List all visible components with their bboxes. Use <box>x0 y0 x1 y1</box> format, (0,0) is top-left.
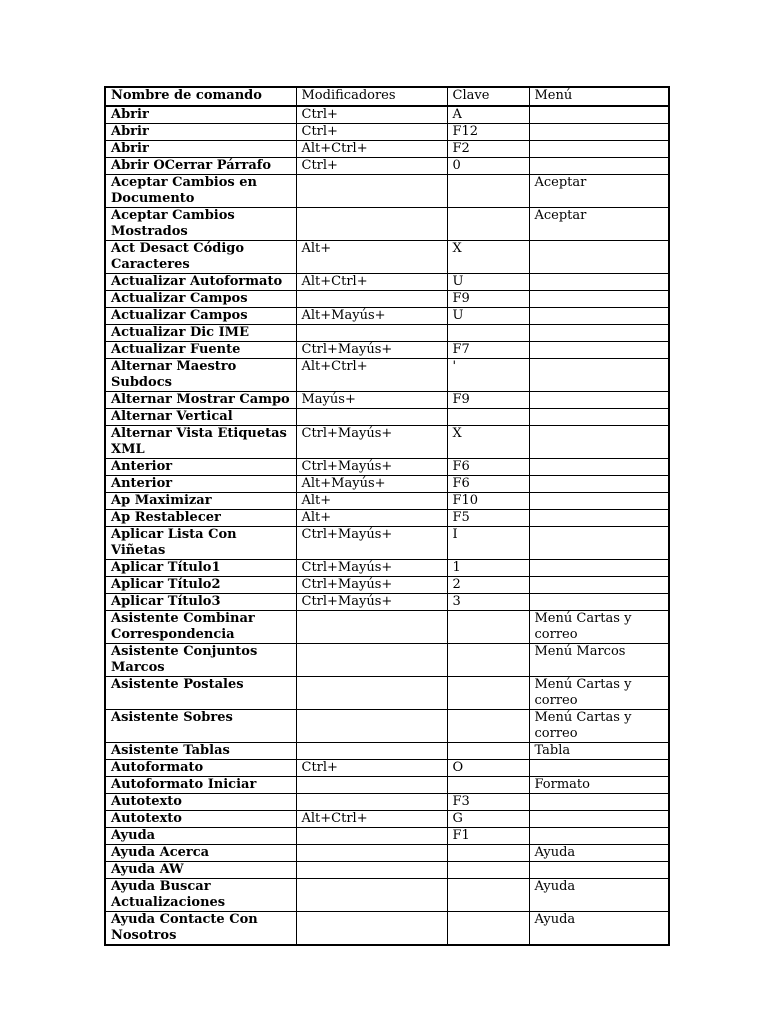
cell-menu <box>529 510 669 527</box>
table-row <box>105 760 669 777</box>
cell-command-name: Aceptar Cambios Mostrados <box>105 208 296 241</box>
cell-menu <box>529 291 669 308</box>
cell-command-name: Abrir <box>105 124 296 141</box>
cell-command-name: Actualizar Autoformato <box>105 274 296 291</box>
shortcut-table <box>104 86 670 946</box>
cell-key <box>447 777 529 794</box>
cell-modifiers <box>296 912 447 946</box>
cell-menu: Tabla <box>529 743 669 760</box>
table-body <box>105 87 669 945</box>
table-row <box>105 459 669 476</box>
cell-modifiers: Ctrl+ <box>296 106 447 124</box>
cell-modifiers <box>296 777 447 794</box>
cell-key: 1 <box>447 560 529 577</box>
cell-command-name: Asistente Combinar Correspondencia <box>105 611 296 644</box>
cell-key: F12 <box>447 124 529 141</box>
table-row <box>105 158 669 175</box>
cell-command-name: Aplicar Título2 <box>105 577 296 594</box>
cell-command-name: Asistente Conjuntos Marcos <box>105 644 296 677</box>
cell-modifiers: Ctrl+Mayús+ <box>296 342 447 359</box>
table-row <box>105 862 669 879</box>
table-row <box>105 577 669 594</box>
cell-modifiers: Ctrl+Mayús+ <box>296 527 447 560</box>
cell-key: 0 <box>447 158 529 175</box>
cell-menu: Menú Cartas y correo <box>529 710 669 743</box>
table-row <box>105 208 669 241</box>
cell-menu <box>529 359 669 392</box>
cell-command-name: Aceptar Cambios en Documento <box>105 175 296 208</box>
cell-modifiers <box>296 291 447 308</box>
cell-modifiers <box>296 845 447 862</box>
cell-modifiers <box>296 175 447 208</box>
cell-modifiers: Ctrl+ <box>296 158 447 175</box>
table-row <box>105 426 669 459</box>
cell-modifiers <box>296 677 447 710</box>
cell-modifiers: Alt+Mayús+ <box>296 308 447 325</box>
cell-menu <box>529 760 669 777</box>
cell-key <box>447 862 529 879</box>
cell-command-name: Asistente Tablas <box>105 743 296 760</box>
cell-menu <box>529 493 669 510</box>
cell-modifiers <box>296 828 447 845</box>
cell-key: U <box>447 274 529 291</box>
table-row <box>105 677 669 710</box>
cell-key: ' <box>447 359 529 392</box>
cell-modifiers: Alt+ <box>296 510 447 527</box>
cell-modifiers: Alt+Ctrl+ <box>296 811 447 828</box>
cell-command-name: Actualizar Dic IME <box>105 325 296 342</box>
cell-menu <box>529 342 669 359</box>
cell-key <box>447 743 529 760</box>
cell-key <box>447 644 529 677</box>
table-row <box>105 308 669 325</box>
cell-key <box>447 611 529 644</box>
cell-modifiers <box>296 611 447 644</box>
table-row <box>105 794 669 811</box>
cell-command-name: Alternar Vista Etiquetas XML <box>105 426 296 459</box>
cell-command-name: Abrir OCerrar Párrafo <box>105 158 296 175</box>
cell-command-name: Asistente Postales <box>105 677 296 710</box>
cell-menu <box>529 158 669 175</box>
cell-command-name: Autotexto <box>105 811 296 828</box>
cell-modifiers <box>296 710 447 743</box>
cell-key <box>447 409 529 426</box>
table-row <box>105 510 669 527</box>
cell-key: I <box>447 527 529 560</box>
cell-command-name: Aplicar Lista Con Viñetas <box>105 527 296 560</box>
cell-key: X <box>447 426 529 459</box>
cell-menu <box>529 106 669 124</box>
cell-modifiers: Alt+ <box>296 241 447 274</box>
table-row <box>105 710 669 743</box>
cell-menu <box>529 811 669 828</box>
cell-menu: Ayuda <box>529 845 669 862</box>
cell-key: 3 <box>447 594 529 611</box>
cell-modifiers: Ctrl+ <box>296 760 447 777</box>
cell-menu: Ayuda <box>529 879 669 912</box>
cell-menu <box>529 594 669 611</box>
cell-command-name: Actualizar Campos <box>105 291 296 308</box>
cell-menu <box>529 577 669 594</box>
table-row <box>105 175 669 208</box>
cell-key <box>447 325 529 342</box>
cell-menu <box>529 325 669 342</box>
cell-command-name: Alternar Maestro Subdocs <box>105 359 296 392</box>
cell-menu <box>529 527 669 560</box>
table-row <box>105 106 669 124</box>
header-key: Clave <box>447 87 529 106</box>
cell-modifiers: Ctrl+Mayús+ <box>296 459 447 476</box>
cell-modifiers <box>296 409 447 426</box>
cell-key <box>447 710 529 743</box>
cell-key: F1 <box>447 828 529 845</box>
table-row <box>105 392 669 409</box>
table-row <box>105 811 669 828</box>
cell-modifiers: Alt+Mayús+ <box>296 476 447 493</box>
table-row <box>105 359 669 392</box>
table-row <box>105 828 669 845</box>
cell-command-name: Aplicar Título3 <box>105 594 296 611</box>
cell-key <box>447 912 529 946</box>
cell-command-name: Ayuda Contacte Con Nosotros <box>105 912 296 946</box>
cell-modifiers: Alt+ <box>296 493 447 510</box>
cell-key: F6 <box>447 476 529 493</box>
table-row <box>105 743 669 760</box>
cell-command-name: Autoformato Iniciar <box>105 777 296 794</box>
header-menu: Menú <box>529 87 669 106</box>
cell-command-name: Anterior <box>105 459 296 476</box>
cell-modifiers <box>296 879 447 912</box>
table-row <box>105 912 669 946</box>
cell-modifiers <box>296 862 447 879</box>
cell-menu <box>529 862 669 879</box>
cell-command-name: Ayuda Acerca <box>105 845 296 862</box>
cell-command-name: Actualizar Fuente <box>105 342 296 359</box>
cell-command-name: Autotexto <box>105 794 296 811</box>
cell-modifiers <box>296 644 447 677</box>
table-row <box>105 325 669 342</box>
cell-key <box>447 677 529 710</box>
table-row <box>105 777 669 794</box>
cell-key: A <box>447 106 529 124</box>
cell-modifiers: Ctrl+Mayús+ <box>296 577 447 594</box>
cell-key: F7 <box>447 342 529 359</box>
cell-menu: Aceptar <box>529 208 669 241</box>
cell-command-name: Abrir <box>105 106 296 124</box>
cell-menu: Formato <box>529 777 669 794</box>
cell-key: F9 <box>447 392 529 409</box>
cell-key: X <box>447 241 529 274</box>
header-modifiers: Modificadores <box>296 87 447 106</box>
cell-command-name: Aplicar Título1 <box>105 560 296 577</box>
cell-key: 2 <box>447 577 529 594</box>
cell-modifiers <box>296 325 447 342</box>
cell-menu <box>529 476 669 493</box>
cell-command-name: Actualizar Campos <box>105 308 296 325</box>
cell-menu <box>529 426 669 459</box>
header-command-name: Nombre de comando <box>105 87 296 106</box>
cell-menu <box>529 392 669 409</box>
cell-key <box>447 879 529 912</box>
cell-key: F5 <box>447 510 529 527</box>
cell-key: F10 <box>447 493 529 510</box>
cell-command-name: Asistente Sobres <box>105 710 296 743</box>
cell-menu <box>529 560 669 577</box>
cell-modifiers: Alt+Ctrl+ <box>296 274 447 291</box>
cell-menu <box>529 828 669 845</box>
table-row <box>105 241 669 274</box>
cell-menu: Ayuda <box>529 912 669 946</box>
cell-key: F6 <box>447 459 529 476</box>
cell-menu: Menú Marcos <box>529 644 669 677</box>
cell-command-name: Act Desact Código Caracteres <box>105 241 296 274</box>
cell-menu: Aceptar <box>529 175 669 208</box>
table-row <box>105 342 669 359</box>
cell-command-name: Autoformato <box>105 760 296 777</box>
table-row <box>105 879 669 912</box>
table-row <box>105 594 669 611</box>
cell-command-name: Alternar Mostrar Campo <box>105 392 296 409</box>
cell-key <box>447 175 529 208</box>
table-row <box>105 527 669 560</box>
cell-command-name: Ayuda AW <box>105 862 296 879</box>
cell-command-name: Alternar Vertical <box>105 409 296 426</box>
table-row <box>105 611 669 644</box>
cell-key: F9 <box>447 291 529 308</box>
cell-menu: Menú Cartas y correo <box>529 611 669 644</box>
table-row <box>105 493 669 510</box>
cell-key: G <box>447 811 529 828</box>
cell-menu <box>529 308 669 325</box>
cell-modifiers: Alt+Ctrl+ <box>296 359 447 392</box>
cell-modifiers: Ctrl+Mayús+ <box>296 560 447 577</box>
table-row <box>105 291 669 308</box>
cell-command-name: Ayuda <box>105 828 296 845</box>
cell-command-name: Ap Maximizar <box>105 493 296 510</box>
table-row <box>105 644 669 677</box>
table-row <box>105 274 669 291</box>
cell-menu <box>529 124 669 141</box>
cell-menu <box>529 274 669 291</box>
cell-key: O <box>447 760 529 777</box>
cell-key <box>447 845 529 862</box>
cell-key: U <box>447 308 529 325</box>
cell-command-name: Ayuda Buscar Actualizaciones <box>105 879 296 912</box>
cell-menu <box>529 794 669 811</box>
cell-modifiers <box>296 208 447 241</box>
cell-key: F2 <box>447 141 529 158</box>
cell-modifiers <box>296 794 447 811</box>
cell-key <box>447 208 529 241</box>
cell-modifiers: Mayús+ <box>296 392 447 409</box>
cell-modifiers <box>296 743 447 760</box>
cell-modifiers: Ctrl+ <box>296 124 447 141</box>
table-row <box>105 476 669 493</box>
cell-command-name: Anterior <box>105 476 296 493</box>
cell-menu <box>529 241 669 274</box>
cell-modifiers: Ctrl+Mayús+ <box>296 426 447 459</box>
cell-menu: Menú Cartas y correo <box>529 677 669 710</box>
cell-key: F3 <box>447 794 529 811</box>
cell-modifiers: Ctrl+Mayús+ <box>296 594 447 611</box>
table-row <box>105 845 669 862</box>
table-row <box>105 560 669 577</box>
table-row <box>105 141 669 158</box>
cell-menu <box>529 141 669 158</box>
table-row <box>105 409 669 426</box>
cell-command-name: Ap Restablecer <box>105 510 296 527</box>
cell-modifiers: Alt+Ctrl+ <box>296 141 447 158</box>
cell-menu <box>529 459 669 476</box>
table-header-row <box>105 87 669 106</box>
cell-command-name: Abrir <box>105 141 296 158</box>
table-row <box>105 124 669 141</box>
cell-menu <box>529 409 669 426</box>
